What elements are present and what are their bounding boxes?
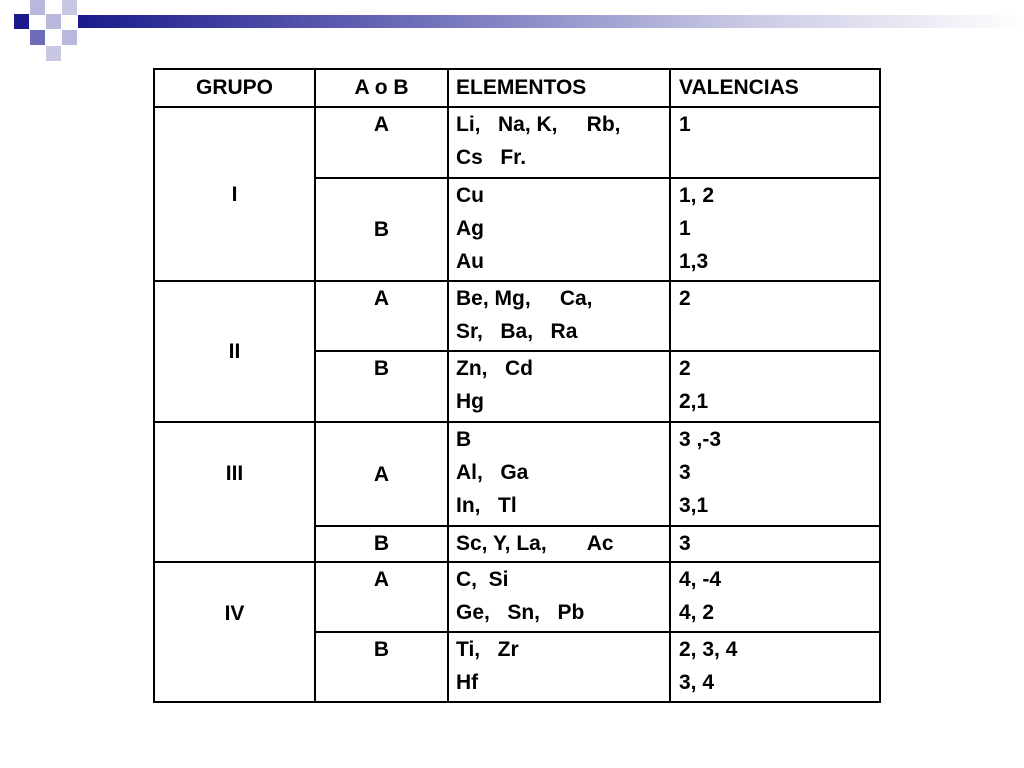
grupo-cell: I [154, 107, 315, 281]
deco-square [14, 14, 29, 29]
header-valencias: VALENCIAS [670, 69, 880, 107]
valence-line: 1 [679, 217, 691, 240]
valence-line: 3 [679, 461, 691, 484]
elementos-cell [448, 281, 670, 351]
elementos-cell [448, 422, 670, 526]
valence-line: 3,1 [679, 494, 709, 517]
header-grupo: GRUPO [154, 69, 315, 107]
element-line: Ge, Sn, Pb [456, 601, 585, 624]
valence-line: 3 [679, 532, 691, 555]
subgrupo-cell: A [315, 107, 448, 178]
element-line: Ti, Zr [456, 638, 519, 661]
subgrupo-cell: B [315, 178, 448, 281]
elementos-cell [448, 107, 670, 178]
deco-square [46, 14, 61, 29]
subgrupo-cell: B [315, 632, 448, 702]
subgrupo-cell: B [315, 526, 448, 562]
valence-line: 2 [679, 357, 691, 380]
element-line: C, Si [456, 568, 509, 591]
subgrupo-cell: A [315, 562, 448, 632]
table-row [154, 422, 880, 526]
element-line: Be, Mg, Ca, [456, 287, 593, 310]
element-line: Ag [456, 217, 484, 240]
grupo-cell: III [154, 422, 315, 562]
table-row [154, 562, 880, 632]
valence-table [153, 68, 881, 703]
valencias-cell [670, 562, 880, 632]
header-elementos: ELEMENTOS [448, 69, 670, 107]
deco-square [46, 46, 61, 61]
valencias-cell [670, 422, 880, 526]
valencias-cell [670, 526, 880, 562]
valence-line: 2 [679, 287, 691, 310]
element-line: Sc, Y, La, Ac [456, 532, 614, 555]
element-line: Hf [456, 671, 479, 694]
valence-line: 1 [679, 113, 691, 136]
valence-line: 2,1 [679, 390, 709, 413]
deco-square [62, 30, 77, 45]
table-row [154, 281, 880, 351]
element-line: In, Tl [456, 494, 517, 517]
header-a-o-b: A o B [315, 69, 448, 107]
valence-line: 1,3 [679, 250, 709, 273]
valencias-cell [670, 632, 880, 702]
element-line: Cu [456, 184, 484, 207]
subgrupo-cell: B [315, 351, 448, 422]
grupo-cell: II [154, 281, 315, 422]
elementos-cell [448, 351, 670, 422]
valencias-cell [670, 178, 880, 281]
deco-square [30, 30, 45, 45]
element-line: Zn, Cd [456, 357, 533, 380]
element-line: Cs Fr. [456, 146, 527, 169]
element-line: Li, Na, K, Rb, [456, 113, 621, 136]
element-line: Sr, Ba, Ra [456, 320, 578, 343]
decorative-header [0, 0, 1024, 64]
valence-line: 4, 2 [679, 601, 715, 624]
elementos-cell [448, 178, 670, 281]
valence-table-container [153, 68, 881, 703]
valencias-cell [670, 351, 880, 422]
table-row [154, 107, 880, 178]
deco-gradient-bar [78, 15, 1024, 28]
element-line: B [456, 428, 472, 451]
valencias-cell [670, 281, 880, 351]
valencias-cell [670, 107, 880, 178]
subgrupo-cell: A [315, 422, 448, 526]
elementos-cell [448, 562, 670, 632]
valence-line: 1, 2 [679, 184, 715, 207]
element-line: Al, Ga [456, 461, 529, 484]
elementos-cell [448, 526, 670, 562]
element-line: Au [456, 250, 484, 273]
elementos-cell [448, 632, 670, 702]
subgrupo-cell: A [315, 281, 448, 351]
valence-line: 3, 4 [679, 671, 715, 694]
element-line: Hg [456, 390, 484, 413]
deco-square [62, 0, 77, 15]
table-header-row [154, 69, 880, 107]
deco-square [30, 0, 45, 15]
valence-line: 4, -4 [679, 568, 722, 591]
grupo-cell: IV [154, 562, 315, 702]
valence-line: 3 ,-3 [679, 428, 722, 451]
valence-line: 2, 3, 4 [679, 638, 738, 661]
